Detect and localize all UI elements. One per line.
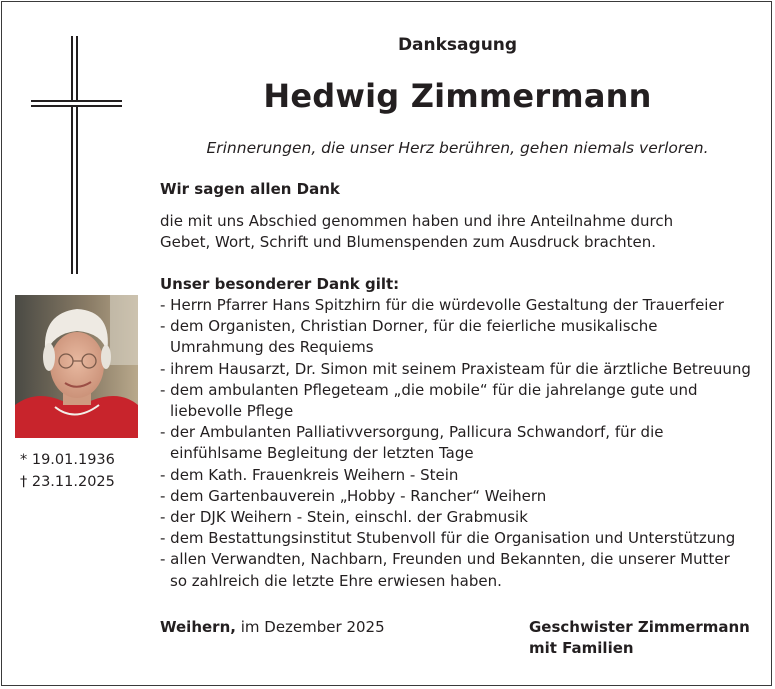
place: Weihern,: [160, 618, 236, 636]
thanks-heading: Unser besonderer Dank gilt:: [160, 275, 400, 293]
intro-text: [160, 211, 720, 253]
portrait-photo: [15, 295, 138, 438]
signature-line: mit Familien: [529, 639, 634, 658]
death-date: † 23.11.2025: [20, 474, 115, 490]
birth-date: * 19.01.1936: [20, 452, 115, 468]
thanks-list: [160, 295, 760, 592]
month-year: im Dezember 2025: [235, 618, 385, 636]
thanks-item: - dem ambulanten Pflegeteam „die mobile“ für die jahrelange gute und liebevolle Pflege: [160, 380, 698, 421]
intro-line: Gebet, Wort, Schrift und Blumenspenden zum Ausdruck brachten.: [160, 233, 656, 252]
notice-type-heading: Danksagung: [397, 35, 518, 55]
thanks-item: - dem Bestattungsinstitut Stubenvoll für die Organisation und Unterstützung: [160, 529, 736, 548]
place-date-line: [160, 617, 385, 638]
intro-line: die mit uns Abschied genommen haben und ihre Anteilnahme durch: [160, 212, 674, 230]
thanks-item: - der DJK Weihern - Stein, einschl. der Grabmusik: [160, 508, 528, 527]
thanks-item: - Herrn Pfarrer Hans Spitzhirn für die würdevolle Gestaltung der Trauerfeier: [160, 296, 724, 314]
motto-quote: Erinnerungen, die unser Herz berühren, gehen niemals verloren.: [206, 139, 709, 157]
thanks-item: - der Ambulanten Palliativversorgung, Pallicura Schwandorf, für die einfühlsame Begleitung der letzten Tage: [160, 423, 664, 463]
deceased-name: Hedwig Zimmermann: [263, 77, 652, 115]
signature: [529, 617, 750, 659]
thanks-item: - ihrem Hausarzt, Dr. Simon mit seinem Praxisteam für die ärztliche Betreuung: [160, 359, 751, 378]
signature-line: Geschwister Zimmermann: [529, 618, 750, 636]
thanks-item: - allen Verwandten, Nachbarn, Freunden und Bekannten, die unserer Mutter so zahlreich die letzte Ehre erwiesen haben.: [160, 550, 730, 590]
thanks-item: - dem Kath. Frauenkreis Weihern - Stein: [160, 465, 459, 484]
life-dates: [20, 449, 115, 493]
thanks-item: - dem Organisten, Christian Dorner, für die feierliche musikalische Umrahmung des Requiems: [160, 317, 658, 357]
thanks-item: - dem Gartenbauverein „Hobby - Rancher“ Weihern: [160, 486, 547, 505]
intro-heading: Wir sagen allen Dank: [160, 180, 340, 198]
